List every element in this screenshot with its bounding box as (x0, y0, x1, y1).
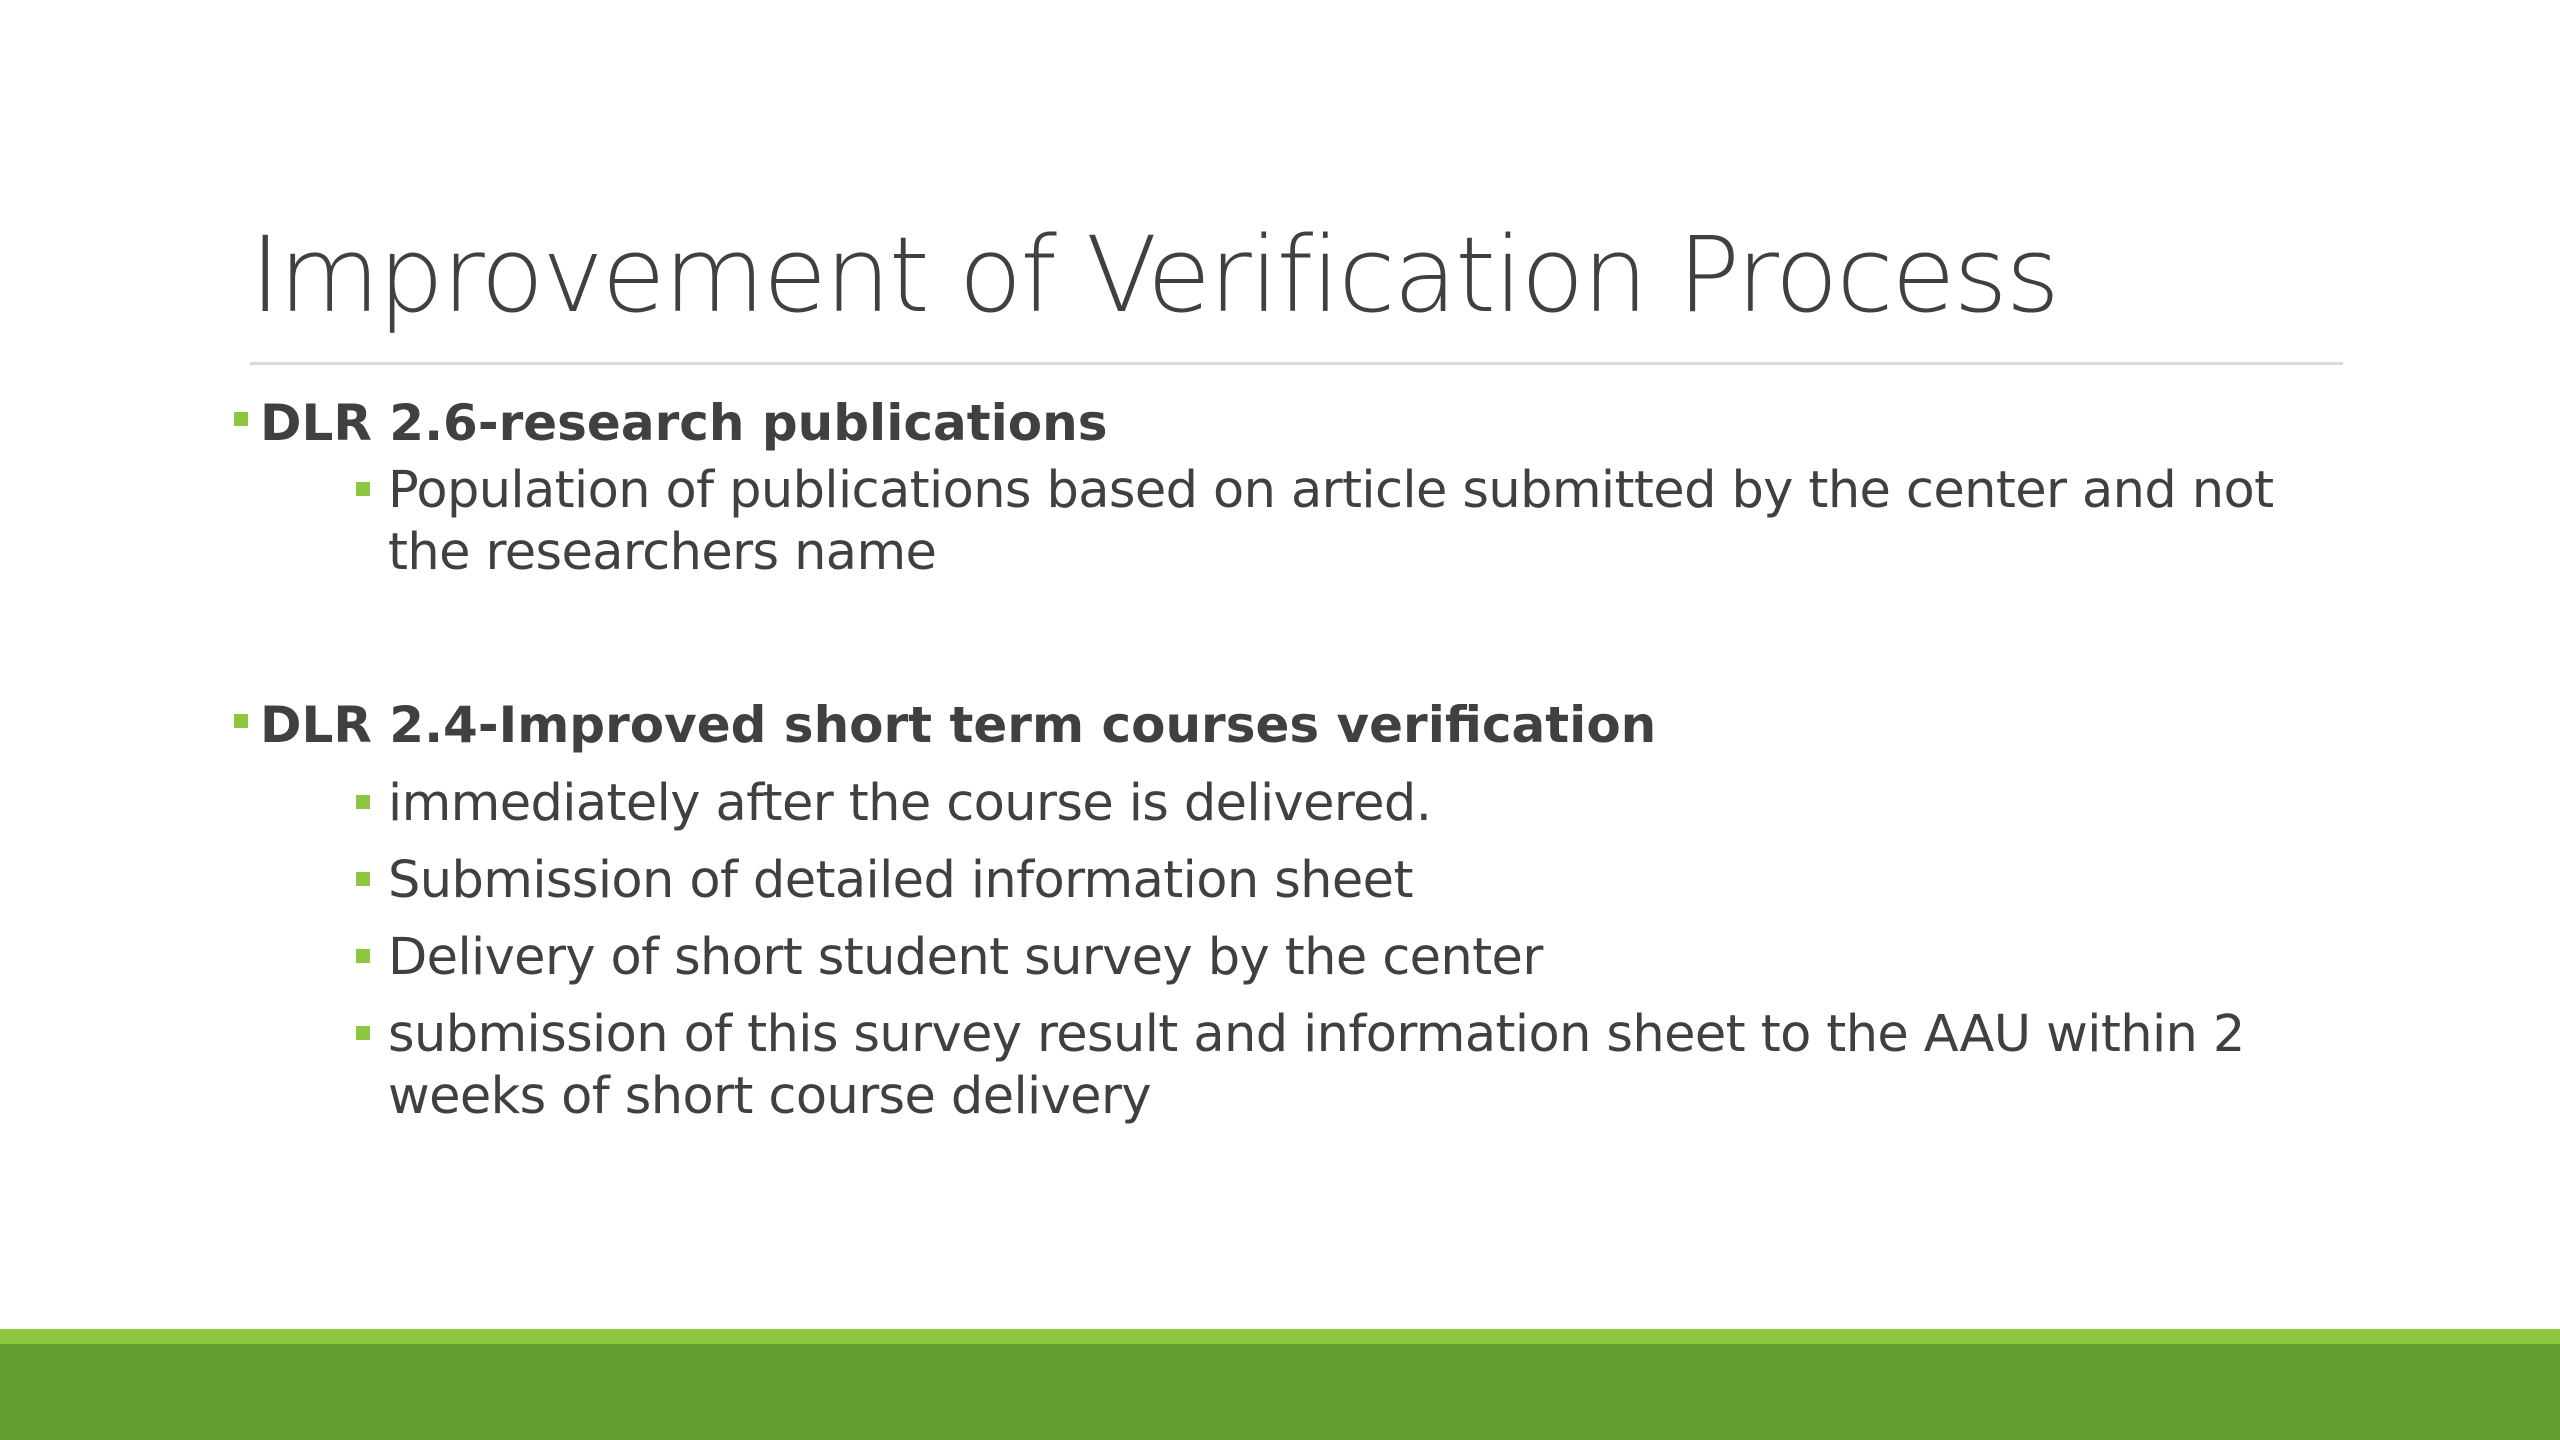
bullet-section-short-courses (232, 692, 2342, 1128)
section-heading-text: DLR 2.6-research publications (260, 394, 1108, 452)
title-divider (250, 362, 2343, 365)
bullet-item (388, 927, 2342, 989)
section-heading (232, 692, 2342, 758)
square-bullet-icon (356, 482, 370, 496)
square-bullet-icon (356, 872, 370, 886)
bullet-item (388, 850, 2342, 912)
bullet-item-text: immediately after the course is delivered. (388, 774, 1432, 833)
square-bullet-icon (234, 412, 248, 426)
slide-title: Improvement of Verification Process (250, 214, 2058, 336)
square-bullet-icon (356, 795, 370, 809)
square-bullet-icon (234, 714, 248, 728)
bullet-item (388, 460, 2342, 584)
square-bullet-icon (356, 1026, 370, 1040)
bullet-item (388, 1004, 2342, 1128)
bullet-item-text: Population of publications based on article submitted by the center and not the researchers name (388, 461, 2274, 582)
bullet-item-text: Submission of detailed information sheet (388, 851, 1413, 910)
section-heading (232, 390, 2342, 456)
bullet-item (388, 773, 2342, 835)
bullet-item-text: Delivery of short student survey by the center (388, 928, 1543, 987)
square-bullet-icon (356, 949, 370, 963)
section-heading-text: DLR 2.4-Improved short term courses verification (260, 696, 1657, 754)
footer-band (0, 1344, 2560, 1440)
footer-accent-band (0, 1329, 2560, 1344)
bullet-section-publications (232, 390, 2342, 584)
slide-content (232, 390, 2342, 1128)
bullet-item-text: submission of this survey result and information sheet to the AAU within 2 weeks of short course delivery (388, 1005, 2245, 1126)
